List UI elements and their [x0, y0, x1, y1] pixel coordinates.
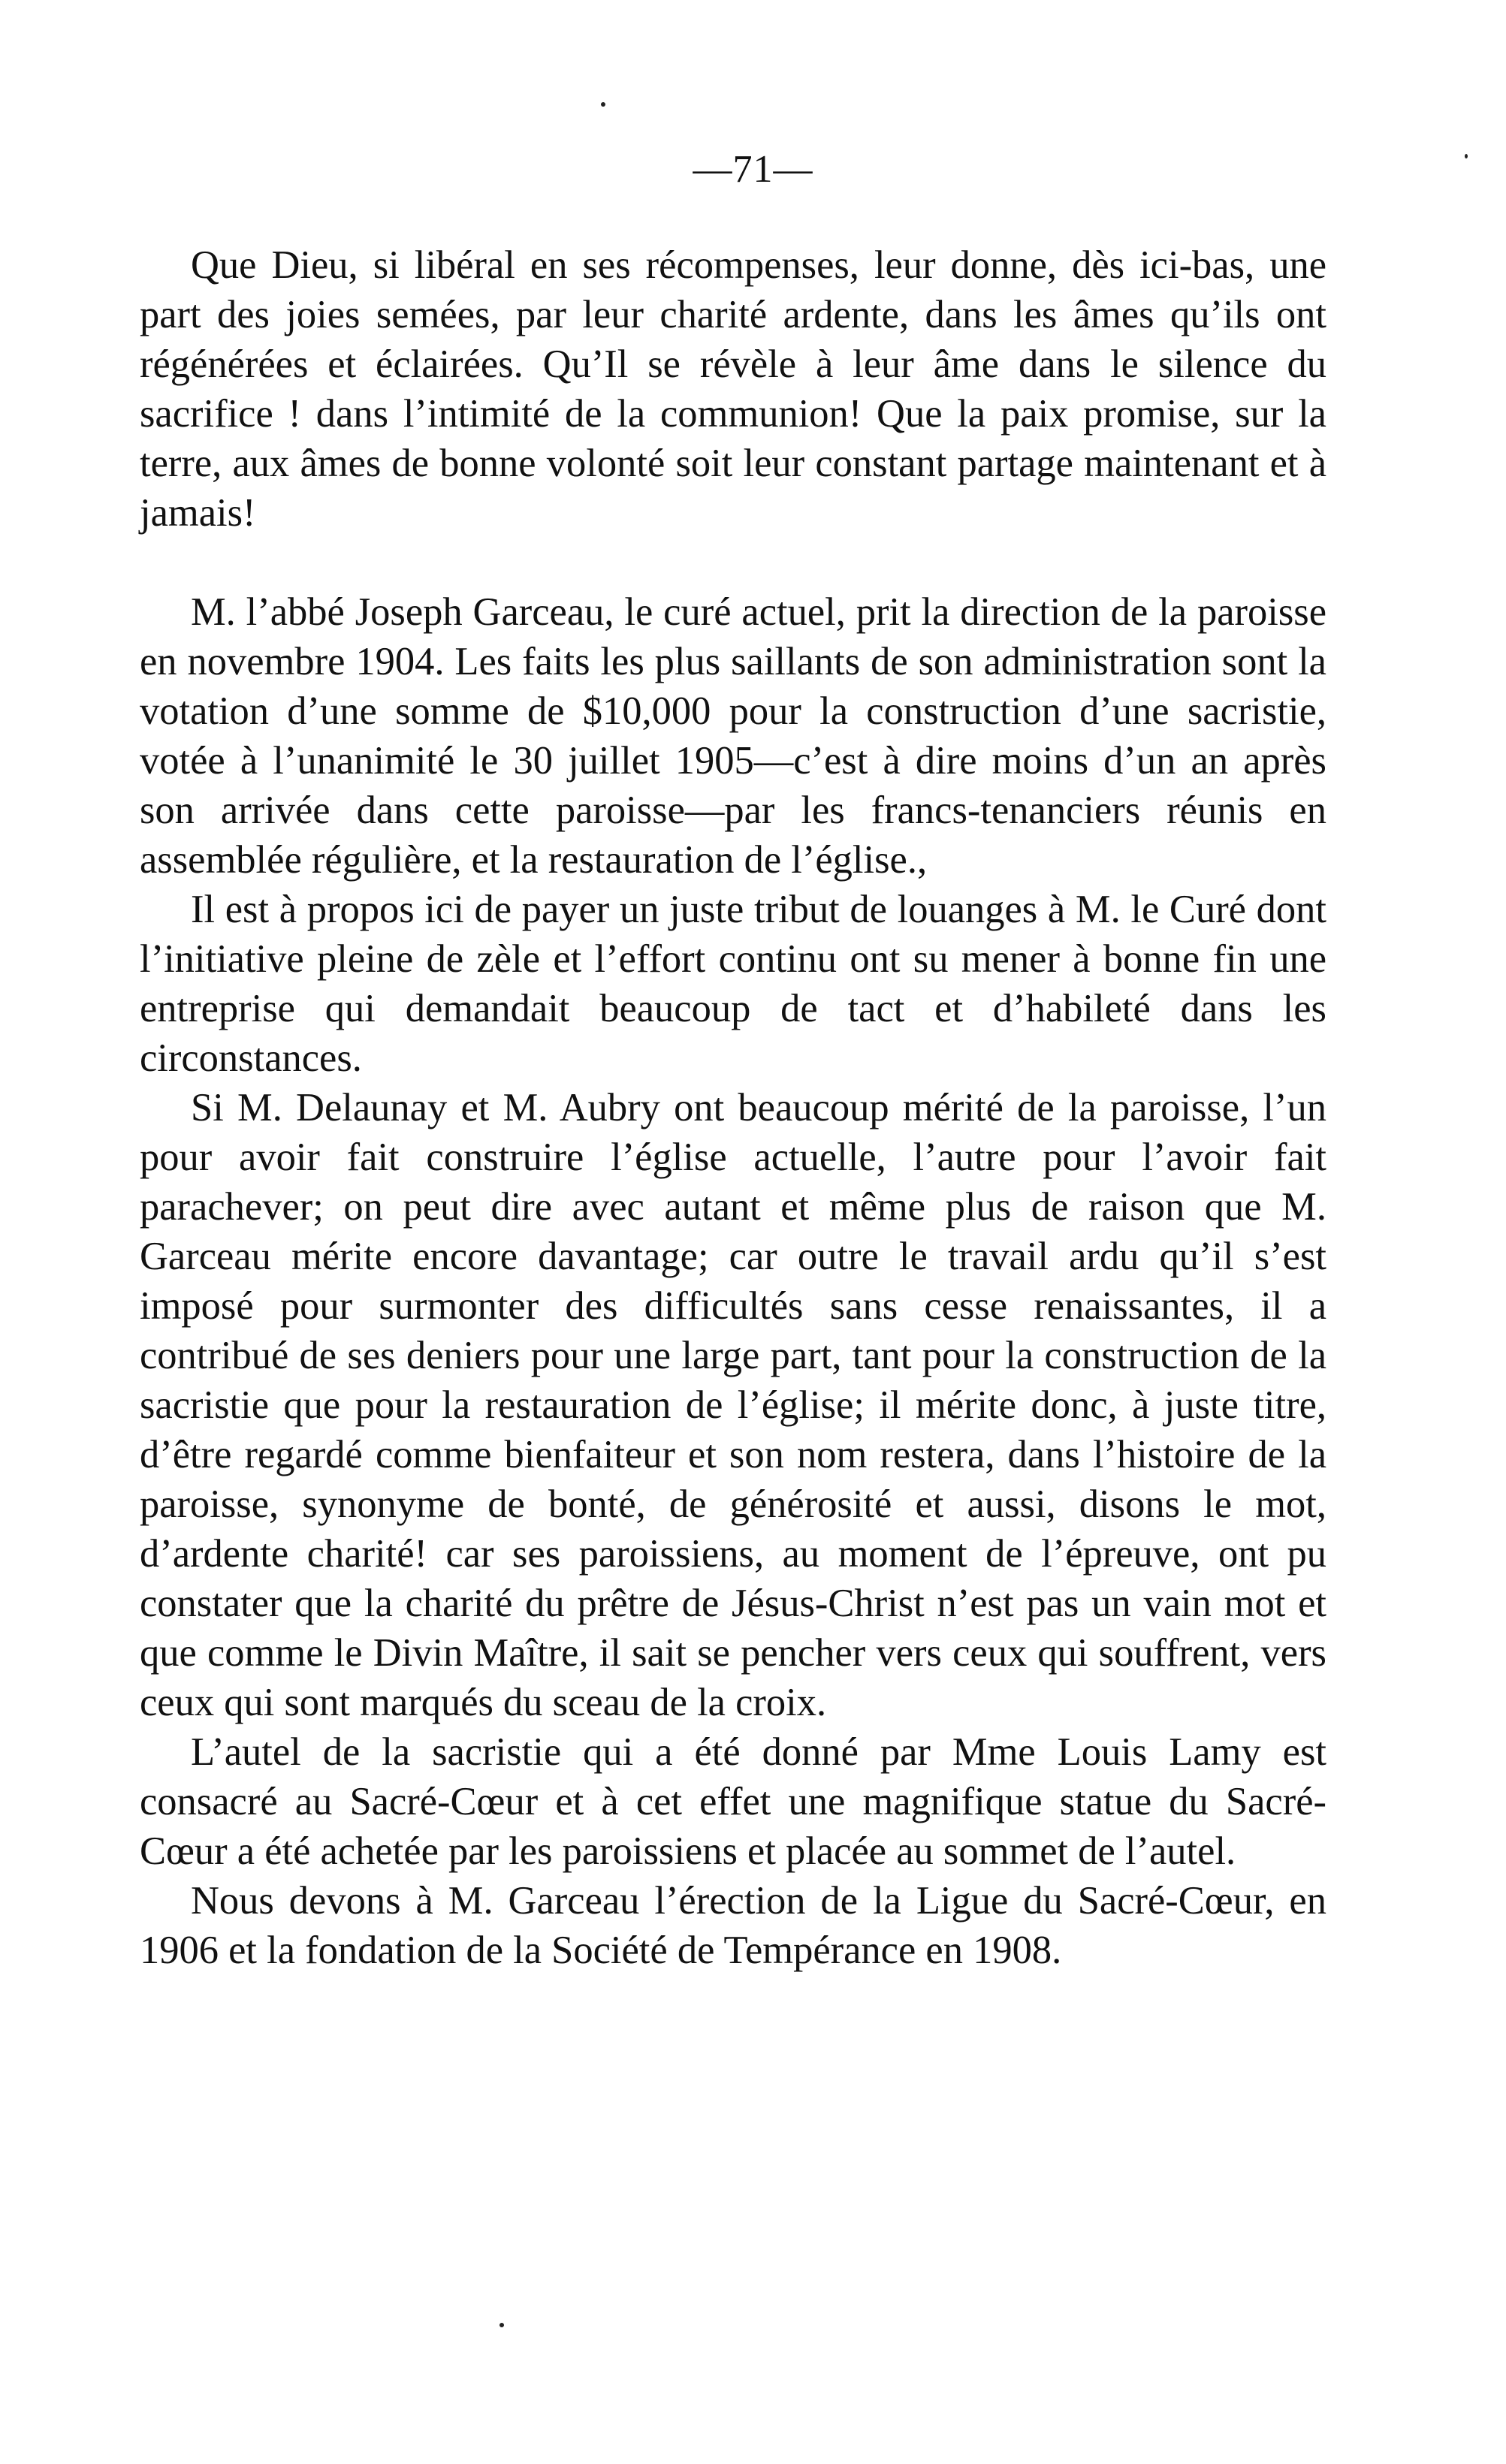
paragraph-comparison: Si M. Delaunay et M. Aubry ont beaucoup mérité de la paroisse, l’un pour avoir fait construire l’église actuelle, l’autre pour l’avoir fait parachever; on peut dire avec autant et même plus de raison que M. Garceau mérite encore davantage; car outre le travail ardu qu’il s’est imposé pour surmonter des difficultés sans cesse renaissantes, il a contribué de ses deniers pour une large part, tant pour la construction de la sacristie que pour la restauration de l’église; il mérite donc, à juste titre, d’être regardé comme bienfaiteur et son nom restera, dans l’histoire de la paroisse, synonyme de bonté, de générosité et aussi, disons le mot, d’ardente charité! car ses paroissiens, au moment de l’épreuve, ont pu constater que la charité du prêtre de Jésus-Christ n’est pas un vain mot et que comme le Divin Maître, il sait se pencher vers ceux qui souffrent, vers ceux qui sont marqués du sceau de la croix.	[140, 1086, 1326, 1724]
paragraph-tribute: Il est à propos ici de payer un juste tribut de louanges à M. le Curé dont l’initiative pleine de zèle et l’effort continu ont su mener à bonne fin une entreprise qui demandait beaucoup de tact et d’habileté dans les circonstances.	[140, 888, 1326, 1080]
body-text	[140, 240, 1326, 1975]
paragraph-altar: L’autel de la sacristie qui a été donné par Mme Louis Lamy est consacré au Sacré-Cœur et à cet effet une magnifique statue du Sacré-Cœur a été achetée par les paroissiens et placée au sommet de l’autel.	[140, 1730, 1326, 1873]
page-number: —71—	[693, 148, 813, 191]
ink-speck	[601, 102, 605, 107]
paragraph-foundations: Nous devons à M. Garceau l’érection de la Ligue du Sacré-Cœur, en 1906 et la fondation de la Société de Tempérance en 1908.	[140, 1879, 1326, 1972]
paragraph-garceau-arrival: M. l’abbé Joseph Garceau, le curé actuel, prit la direction de la paroisse en novembre 1904. Les faits les plus saillants de son administration sont la votation d’une somme de $10,000 pour la construction d’une sacristie, votée à l’unanimité le 30 juillet 1905—c’est à dire moins d’un an après son arrivée dans cette paroisse—par les francs-tenanciers réunis en assemblée régulière, et la restauration de l’église.,	[140, 590, 1326, 882]
ink-speck	[499, 2323, 504, 2327]
paragraph-blessing: Que Dieu, si libéral en ses récompenses, leur donne, dès ici-bas, une part des joies semées, par leur charité ardente, dans les âmes qu’ils ont régénérées et éclairées. Qu’Il se révèle à leur âme dans le silence du sacrifice ! dans l’intimité de la communion! Que la paix promise, sur la terre, aux âmes de bonne volonté soit leur constant partage maintenant et à jamais!	[140, 243, 1326, 535]
